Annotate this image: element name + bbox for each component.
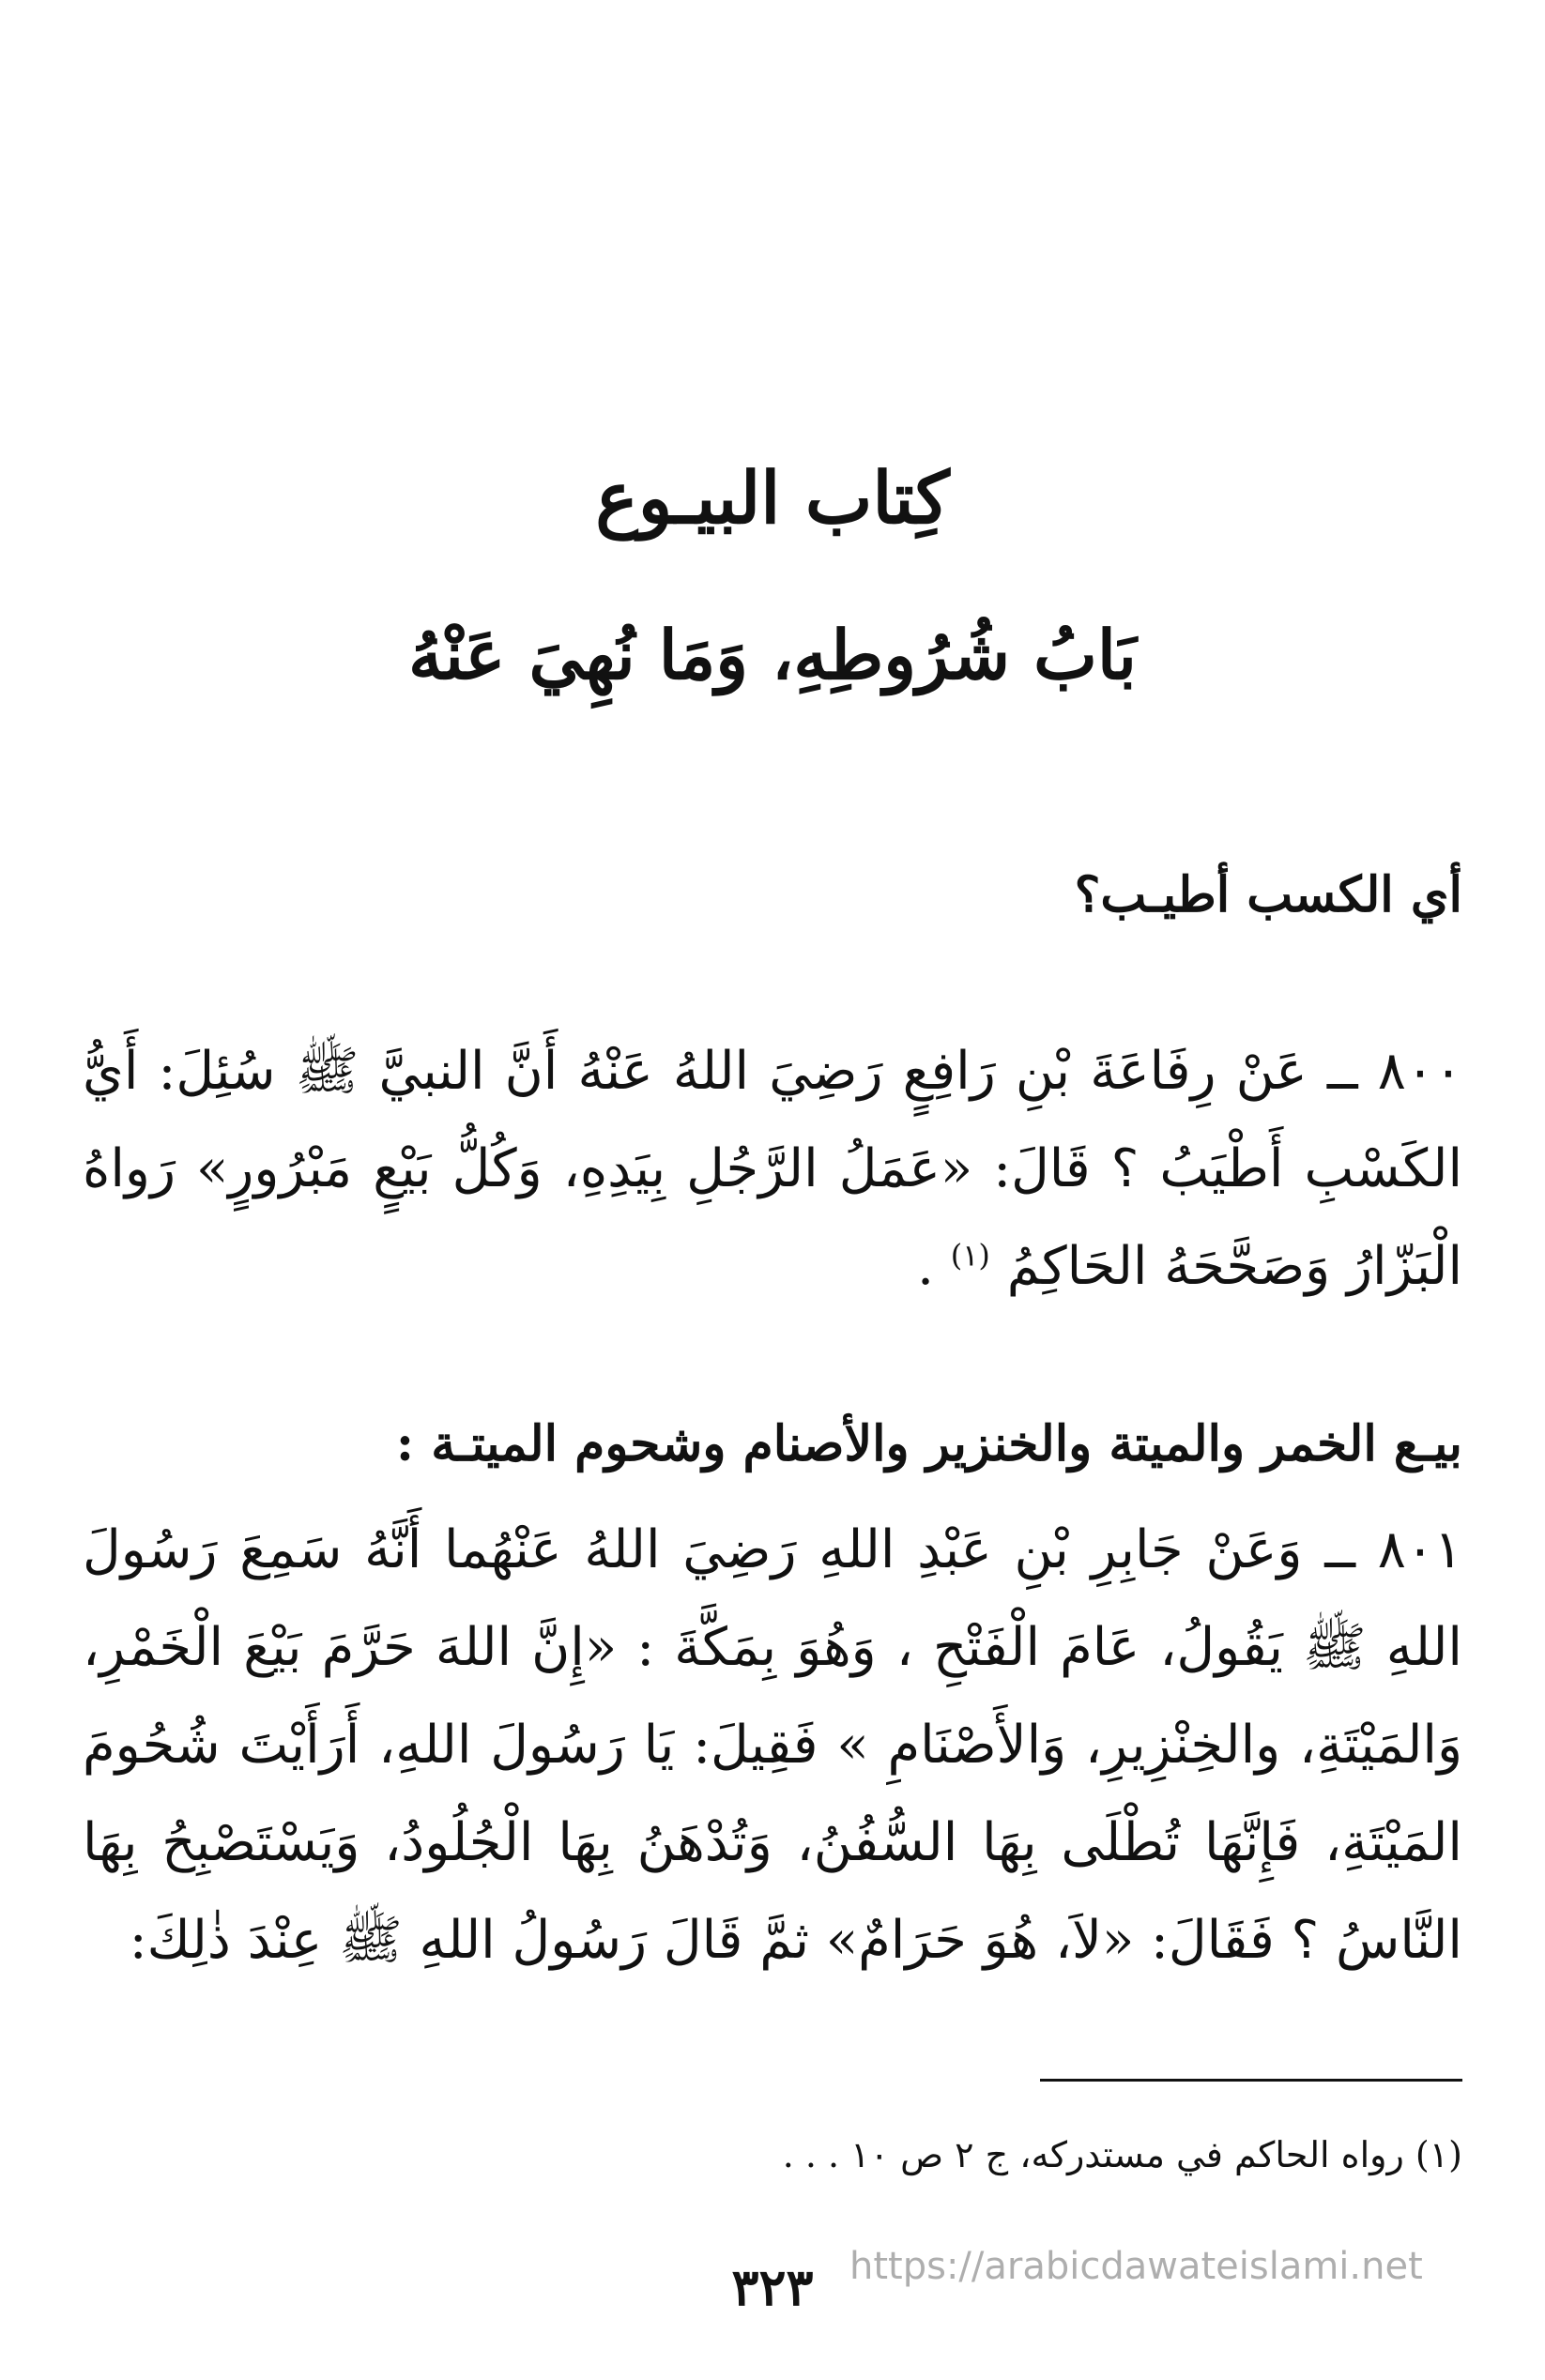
page-number: ٣٢٣ bbox=[731, 2257, 814, 2317]
book-title: كِتاب البيـوع bbox=[595, 456, 950, 540]
hadith-801-text bbox=[83, 1502, 1462, 1990]
footnote-marker: (١) bbox=[950, 1237, 990, 1274]
hadith-801 bbox=[83, 1502, 1462, 1990]
footnote-divider bbox=[1040, 2079, 1462, 2082]
hadith-800-body: عَنْ رِفَاعَةَ بْنِ رَافِعٍ رَضِيَ اللهُ عَنْهُ أَنَّ النبيَّ ﷺ سُئِلَ: أَيُّ الكَسْبِ أَطْيَبُ ؟ قَالَ: «عَمَلُ الرَّجُلِ بِيَدِهِ، وَكُلُّ بَيْعٍ مَبْرُورٍ» رَواهُ الْبَزّارُ وَصَحَّحَهُ الحَاكِمُ bbox=[83, 1041, 1463, 1297]
hadith-801-number: ٨٠١ ــ bbox=[1324, 1519, 1462, 1580]
section-heading-1: أي الكسب أطيـب؟ bbox=[1074, 866, 1462, 923]
hadith-801-body: وَعَنْ جَابِرِ بْنِ عَبْدِ اللهِ رَضِيَ اللهُ عَنْهُما أَنَّهُ سَمِعَ رَسُولَ اللهِ ﷺ يَقُولُ، عَامَ الْفَتْحِ ، وَهُوَ بِمَكَّةَ : «إِنَّ اللهَ حَرَّمَ بَيْعَ الْخَمْرِ، وَالمَيْتَةِ، والخِنْزِيرِ، وَالأَصْنَامِ » فَقِيلَ: يَا رَسُولَ اللهِ، أَرَأَيْتَ شُحُومَ المَيْتَةِ، فَإِنَّهَا تُطْلَى بِهَا السُّفُنُ، وَتُدْهَنُ بِهَا الْجُلُودُ، وَيَسْتَصْبِحُ بِهَا النَّاسُ ؟ فَقَالَ: «لاَ، هُوَ حَرَامٌ» ثمَّ قَالَ رَسُولُ اللهِ ﷺ عِنْدَ ذٰلِكَ: bbox=[83, 1519, 1462, 1971]
footnote: (١) رواه الحاكم في مستدركه، ج ٢ ص ١٠ . . . bbox=[782, 2134, 1462, 2175]
hadith-800 bbox=[83, 1023, 1462, 1316]
hadith-800-text bbox=[83, 1023, 1462, 1316]
watermark: https://arabicdawateislami.net bbox=[849, 2245, 1423, 2288]
hadith-800-trailing: . bbox=[917, 1236, 934, 1297]
hadith-800-number: ٨٠٠ ــ bbox=[1326, 1041, 1462, 1102]
section-heading-2: بيـع الخمر والميتة والخنزير والأصنام وشحوم الميتـة : bbox=[395, 1415, 1462, 1472]
chapter-title: بَابُ شُرُوطِهِ، وَمَا نُهِيَ عَنْهُ bbox=[408, 615, 1137, 694]
